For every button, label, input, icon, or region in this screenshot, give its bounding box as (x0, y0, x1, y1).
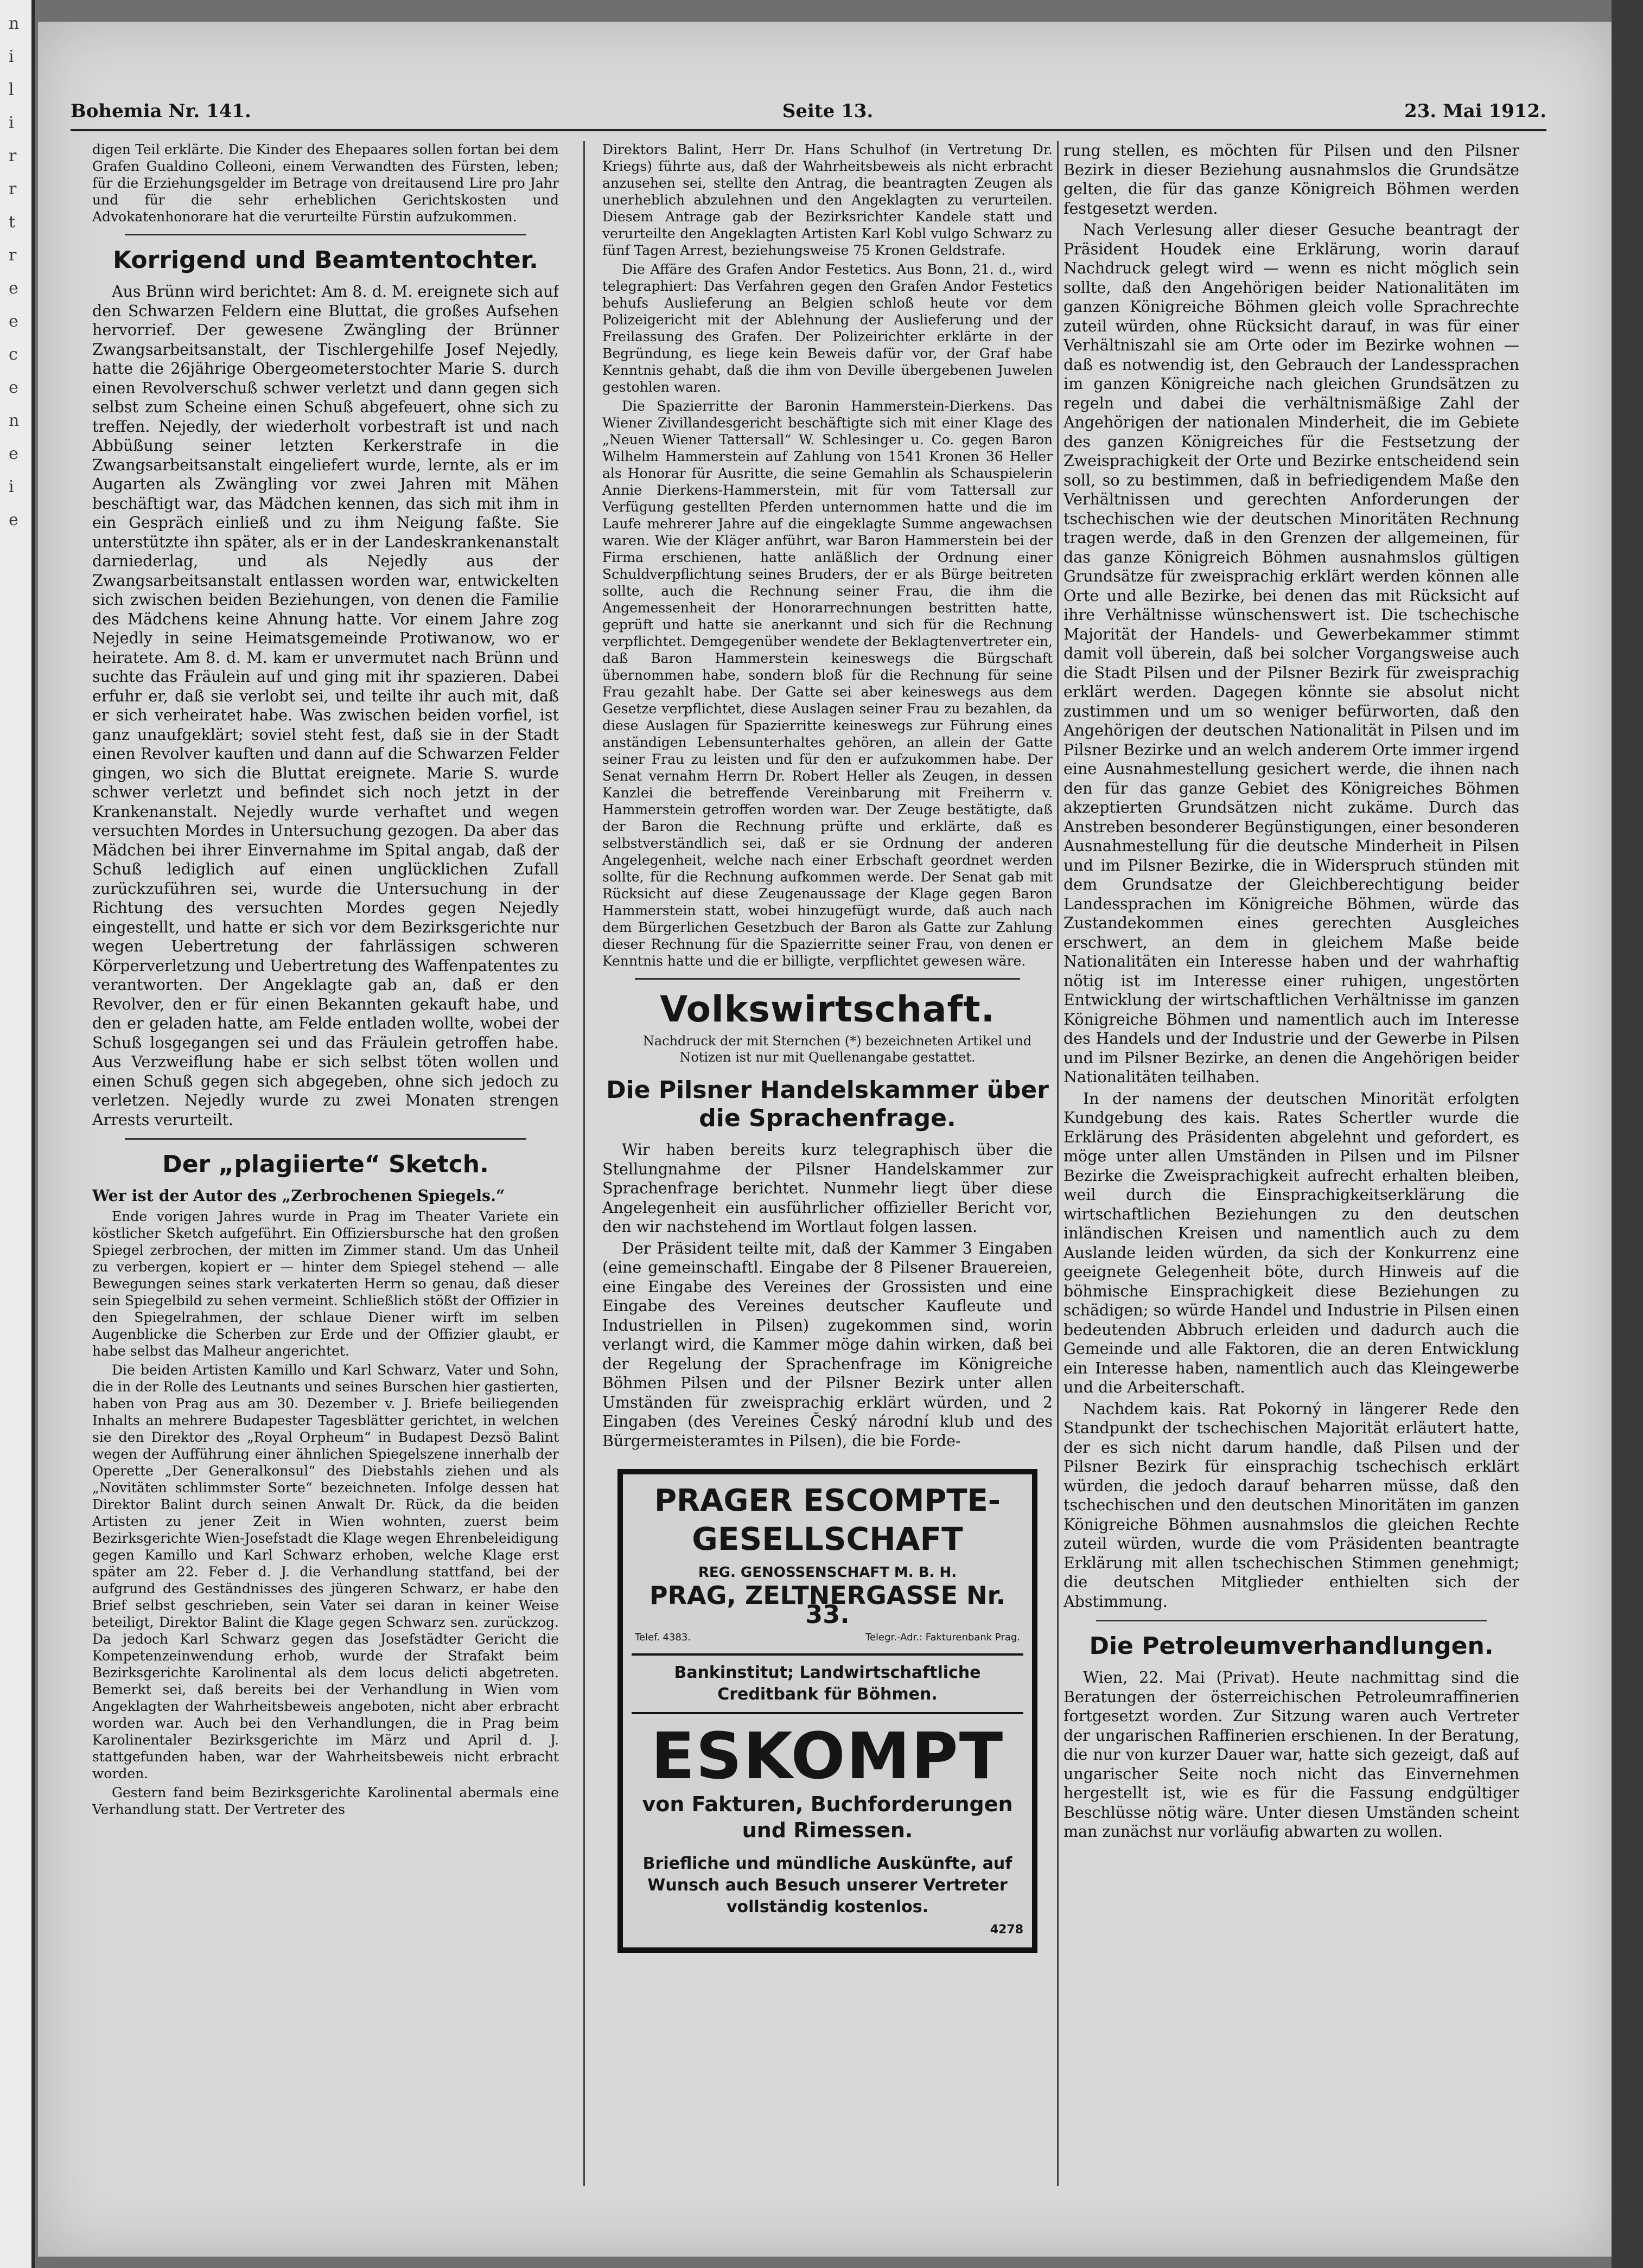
bank-advertisement (617, 1469, 1037, 1953)
masthead-paper-number: Bohemia Nr. 141. (71, 100, 251, 122)
article-text: Die beiden Artisten Kamillo und Karl Schwarz, Vater und Sohn, die in der Rolle des Leutnants und seines Burschen hier gastierten, haben von Prag aus am 30. Dezember v. J. Briefe beiliegenden Inhalts an mehrere Budapester Tagesblätter gerichtet, in welchen sie den Direktor des „Royal Orpheum“ in Budapest Dezsö Balint wegen der Aufführung einer ähnlichen Spiegelszene innerhalb der Operette „Der Generalkonsul“ des Diebstahls ziehen und als „Novitäten schlimmster Sorte“ bezeichneten. Infolge dessen hat Direktor Balint durch seinen Anwalt Dr. Rück, da die beiden Artisten zu jener Zeit in Wien wohnten, zuerst beim Bezirksgerichte Wien-Josefstadt die Klage wegen Ehrenbeleidigung gegen Kamillo und Karl Schwarz erhoben, welche Klage erst später am 22. Feber d. J. die Verhandlung stattfand, bei der aufgrund des Geständnisses des jüngeren Schwarz, er habe den Brief selbst geschrieben, sein Vater sei daran in keiner Weise beteiligt, Direktor Balint die Klage gegen Schwarz sen. zurückzog. Da jedoch Karl Schwarz gegen das Josefstädter Gericht die Kompetenzeinwendung erhob, wurde der Strafakt beim Bezirksgerichte Karolinental als dem locus delicti abgetreten. Bemerkt sei, daß bereits bei der Verhandlung in Wien vom Angeklagten der Wahrheitsbeweis angeboten, nicht aber erbracht worden war. Auch bei den Verhandlungen, die in Prag beim Karolinentaler Bezirksgerichte im März und April d. J. stattgefunden haben, war der Wahrheitsbeweis nicht erbracht worden. (92, 1362, 559, 1781)
adjacent-page-letter: e (9, 510, 18, 529)
column-2 (602, 141, 1053, 2186)
article-text: Aus Brünn wird berichtet: Am 8. d. M. ereignete sich auf den Schwarzen Feldern eine Bluttat, die großes Aufsehen hervorrief. Der gewesene Zwängling der Brünner Zwangsarbeitsanstalt, der Tischlergehilfe Josef Nejedly, hatte die 26jährige Obergeometerstochter Marie S. durch einen Revolverschuß schwer verletzt und dann gegen sich selbst zum Scheine einen Schuß abgefeuert, ohne sich zu treffen. Nejedly, der wiederholt vorbestraft ist und nach Abbüßung seiner letzten Kerkerstrafe in die Zwangsarbeitsanstalt eingeliefert wurde, lernte, als er im Augarten als Zwängling vor zwei Jahren mit Mähen beschäftigt war, das Mädchen kennen, das sich mit ihm in ein Gespräch einließ und zu ihm Neigung faßte. Sie unterstützte ihn später, als er in der Landeskrankenanstalt darniederlag, und als Nejedly aus der Zwangsarbeitsanstalt entlassen worden war, entwickelten sich zwischen beiden Beziehungen, von denen die Familie des Mädchens keine Ahnung hatte. Vor einem Jahre zog Nejedly in seine Heimatsgemeinde Protiwanow, wo er heiratete. Am 8. d. M. kam er unvermutet nach Brünn und suchte das Fräulein auf und ging mit ihr spazieren. Dabei erfuhr er, daß sie verlobt sei, und teilte ihr auch mit, daß er sich verheiratet habe. Was zwischen beiden vorfiel, ist ganz unaufgeklärt; soviel steht fest, daß sie in der Stadt einen Revolver kauften und dann auf die Schwarzen Felder gingen, wo sich die Bluttat ereignete. Marie S. wurde schwer verletzt und befindet sich noch jetzt in der Krankenanstalt. Nejedly wurde verhaftet und wegen versuchten Mordes in Untersuchung gezogen. Da aber das Mädchen bei ihrer Einvernahme im Spital angab, daß der Schuß lediglich auf einen unglücklichen Zufall zurückzuführen sei, wurde die Untersuchung in der Richtung des versuchten Mordes gegen Nejedly eingestellt, und hatte er sich vor dem Bezirksgerichte nur wegen Uebertretung der fahrlässigen schweren Körperverletzung und Uebertretung des Waffenpatentes zu verantworten. Der Angeklagte gab an, daß er den Revolver, den er für einen Bekannten gekauft habe, und den er geladen hatte, am Felde entladen wollte, wobei der Schuß losgegangen sei und das Fräulein getroffen habe. Aus Verzweiflung habe er sich selbst töten wollen und einen Schuß gegen sich abgegeben, ohne sich jedoch zu verletzen. Nejedly wurde zu zwei Monaten strengen Arrests verurteilt. (92, 283, 559, 1129)
ad-offer: Briefliche und mündliche Auskünfte, auf Wunsch auch Besuch unserer Vertreter vollständig kostenlos. (642, 1854, 1012, 1916)
separator (125, 1138, 526, 1140)
article-subheadline: Wer ist der Autor des „Zerbrochenen Spiegels.“ (92, 1186, 505, 1205)
article-text: Nach Verlesung aller dieser Gesuche beantragt der Präsident Houdek eine Erklärung, worin darauf Nachdruck gelegt wird — wenn es nicht möglich sein sollte, daß den Angehörigen beider Nationalitäten im ganzen Königreiche Böhmen gleich volle Sprachrechte zuteil würden, ohne Rücksicht darauf, in was für einer Verhältniszahl sie am Orte oder im Bezirke wohnen — daß es notwendig ist, den Gebrauch der Landessprachen im ganzen Königreiche nach gleichen Grundsätzen zu regeln und dabei die verhältnismäßige Zahl der Angehörigen der nationalen Minderheit, die im Gebiete des ganzen Königreiches für die Festsetzung der Zweisprachigkeit der Orte und Bezirke entscheidend sein soll, so zu bestimmen, daß in befriedigendem Maße den Verhältnissen und gerechten Anforderungen der tschechischen wie der deutschen Minoritäten Rechnung tragen werde, daß in den Grenzen der allgemeinen, für das ganze Königreich Böhmen ausnahmslos gültigen Grundsätze für zweisprachig erklärt werden können alle Orte und alle Bezirke, bei denen das mit Rücksicht auf ihre Verhältnisse wünschenswert ist. Die tschechische Majorität der Handels- und Gewerbekammer stimmt damit voll überein, daß bei solcher Vorgangsweise auch die Stadt Pilsen und der Pilsner Bezirk für zweisprachig erklärt werden. Dagegen könnte sie absolut nicht zustimmen und um so weniger befürworten, daß den Angehörigen der deutschen Nationalität in Pilsen und im Pilsner Bezirke und an welch anderem Orte immer irgend eine Ausnahmestellung gesichert werde, die ihnen nach den für das ganze Gebiet des Königreiches Böhmen akzeptierten Grundsätzen nicht zukäme. Durch das Anstreben besonderer Begünstigungen, einer besonderen Ausnahmestellung für die deutsche Minderheit in Pilsen und im Pilsner Bezirke, die in Widerspruch stünden mit dem Grundsatze der Gleichberechtigung beider Landessprachen im Königreiche Böhmen, würde das Zustandekommen eines gerechten Ausgleiches erschwert, an dem in gleichem Maße beide Nationalitäten ein Interesse haben und der wahrhaftig nötig ist im Interesse einer ruhigen, ungestörten Entwicklung der wirtschaftlichen Verhältnisse im ganzen Königreiche Böhmen und namentlich auch im Interesse des Handels und der Industrie und der Gewerbe in Pilsen und im Pilsner Bezirke, an denen die Angehörigen beider Nationalitäten teilhaben. (1064, 221, 1519, 1086)
separator (125, 234, 526, 235)
adjacent-page-letter: c (9, 345, 18, 364)
ad-address: PRAG, ZELTNERGASSE Nr. 33. (649, 1580, 1006, 1629)
ad-code: 4278 (990, 1923, 1023, 1937)
article-text: rung stellen, es möchten für Pilsen und den Pilsner Bezirk in dieser Beziehung ausnahmslos die Grundsätze gelten, die für das ganze Königreich Böhmen werden festgesetzt werden. (1064, 142, 1519, 218)
column-rule (583, 141, 585, 2186)
article-text: Die Spazierritte der Baronin Hammerstein-Dierkens. Das Wiener Zivillandesgericht beschäftigte sich mit einer Klage des „Neuen Wiener Tattersall“ W. Schlesinger u. Co. gegen Baron Wilhelm Hammerstein auf Zahlung von 1541 Kronen 36 Heller als Honorar für Ausritte, die seine Gemahlin als Schauspielerin Annie Dierkens-Hammerstein, mit für vom Tattersall zur Verfügung gestellten Pferden unternommen hatte und die im Laufe mehrerer Jahre auf die eingeklagte Summe angewachsen waren. Wie der Kläger anführt, war Baron Hammerstein bei der Firma erschienen, hatte anläßlich der Ordnung einer Schuldverpflichtung seines Bruders, der er als Bürge beitreten sollte, auch die Rechnung seiner Frau, die ihm die Angemessenheit der Honorarrechnungen bestritten hatte, geprüft und hatte sie anerkannt und sich für die Rechnung verpflichtet. Demgegenüber wendete der Beklagtenvertreter ein, daß Baron Hammerstein keineswegs die Bürgschaft übernommen habe, sondern bloß für die Rechnung für seine Frau gezahlt habe. Der Gatte sei aber keineswegs aus dem Gesetze verpflichtet, diese Auslagen seiner Frau zu bezahlen, da diese Auslagen für Spazierritte keineswegs zur Führung eines anständigen Lebensunterhaltes gehören, an allein der Gatte seiner Frau zu leisten und für den er aufzukommen habe. Der Senat vernahm Herrn Dr. Robert Heller als Zeugen, in dessen Kanzlei die betreffende Vereinbarung mit Freiherrn v. Hammerstein getroffen worden war. Der Zeuge bestätigte, daß der Baron die Rechnung prüfte und erklärte, daß es selbstverständlich sei, daß er sie Ordnung der anderen Angelegenheit, welche nach einer Erbschaft geordnet werden sollte, für die Rechnung aufkommen werde. Der Senat gab mit Rücksicht auf diese Zeugenaussage der Klage gegen Baron Hammerstein statt, wobei hinzugefügt wurde, daß auch nach dem Bürgerlichen Gesetzbuch der Baron als Gatte zur Zahlung dieser Rechnung für die Spazierritte seiner Frau, von denen er Kenntnis hatte und die er billigte, verpflichtet gewesen wäre. (602, 398, 1053, 969)
book-edge (1612, 0, 1643, 2268)
masthead-date: 23. Mai 1912. (1404, 100, 1546, 122)
adjacent-page-letter: n (9, 411, 20, 430)
ad-eskompt: ESKOMPT (651, 1718, 1004, 1793)
adjacent-page-letter: n (9, 14, 20, 33)
adjacent-page-letter: l (9, 80, 14, 99)
adjacent-page-letter: e (9, 444, 18, 463)
article-text: Der Präsident teilte mit, daß der Kammer 3 Eingaben (eine gemeinschaftl. Eingabe der 8 Pilsener Brauereien, eine Eingabe des Vereines der Grossisten und eine Eingabe des Vereines deutscher Kaufleute und Industriellen in Pilsen) zugekommen sind, worin verlangt wird, die Kammer möge dahin wirken, daß bei der Regelung der Sprachenfrage im Königreiche Böhmen Pilsen und der Pilsner Bezirk unter allen Umständen für zweisprachig erklärt würden, und 2 Eingaben (des Vereines Český národní klub und des Bürgermeisteramtes in Pilsen), die bie Forde- (602, 1239, 1053, 1450)
article-text: Ende vorigen Jahres wurde in Prag im Theater Variete ein köstlicher Sketch aufgeführt. Ein Offiziersbursche hat den großen Spiegel zerbrochen, der mitten im Zimmer stand. Um das Unheil zu verbergen, kopiert er — hinter dem Spiegel stehend — alle Bewegungen seines stark verkaterten Herrn so genau, daß dieser sein Spiegelbild zu sehen vermeint. Schließlich stößt der Offizier in den Spiegelrahmen, der schlaue Diener wirft im selben Augenblicke die Scherben zur Erde und der Offizier glaubt, er habe selbst das Malheur angerichtet. (92, 1208, 559, 1359)
ad-telephone: Telef. 4383. (635, 1631, 691, 1643)
article-text: Wir haben bereits kurz telegraphisch über die Stellungnahme der Pilsner Handelskammer zur Sprachenfrage berichtet. Nunmehr liegt über diese Angelegenheit ein ausführlicher offizieller Bericht vor, den wir nachstehend im Wortlaut folgen lassen. (602, 1141, 1053, 1236)
ad-title-line: GESELLSCHAFT (692, 1520, 963, 1557)
adjacent-page-letter: e (9, 378, 18, 397)
reprint-note: Nachdruck der mit Sternchen (*) bezeichneten Artikel und Notizen ist nur mit Quellenangabe gestattet. (642, 1033, 1032, 1065)
article-text: Wien, 22. Mai (Privat). Heute nachmittag sind die Beratungen der österreichischen Petroleumraffinerien fortgesetzt worden. Zur Sitzung waren auch Vertreter der ungarischen Raffinerien erschienen. In der Beratung, die nur von kurzer Dauer war, hatte sich gezeigt, daß auf ungarischer Seite noch nicht das Einvernehmen hergestellt ist, wie es für die Fassung endgültiger Beschlüsse nötig wäre. Unter diesen Umständen scheint man zunächst nur vorläufig abwarten zu wollen. (1064, 1669, 1519, 1841)
ad-title-line: PRAGER ESCOMPTE- (654, 1483, 1001, 1518)
column-3 (1064, 141, 1519, 2186)
article-text: digen Teil erklärte. Die Kinder des Ehepaares sollen fortan bei dem Grafen Gualdino Colleoni, einem Verwandten des Fürsten, leben; für die Erziehungsgelder im Betrage von dreitausend Lire pro Jahr und für die sehr erheblichen Gerichtskosten und Advokatenhonorare hat die verurteilte Fürstin aufzukommen. (92, 142, 559, 225)
article-headline: Korrigend und Beamtentochter. (113, 246, 538, 274)
article-text: Gestern fand beim Bezirksgerichte Karolinental abermals eine Verhandlung statt. Der Vertreter des (92, 1784, 559, 1817)
ad-institute: Bankinstitut; Landwirtschaftliche Creditbank für Böhmen. (674, 1663, 981, 1704)
adjacent-page-letter: t (9, 213, 16, 232)
adjacent-page-letter: r (9, 146, 17, 165)
adjacent-page-letter: i (9, 113, 14, 132)
adjacent-page-letter: e (9, 312, 18, 331)
masthead (71, 98, 1546, 131)
ad-contact (635, 1628, 1020, 1647)
adjacent-page-letter: i (9, 47, 14, 66)
column-1 (92, 141, 559, 2186)
article-headline: Die Petroleumverhandlungen. (1089, 1632, 1494, 1660)
adjacent-page-letter: i (9, 477, 14, 496)
article-text: Die Affäre des Grafen Andor Festetics. Aus Bonn, 21. d., wird telegraphiert: Das Verfahren gegen den Grafen Andor Festetics behufs Auslieferung an Belgien schloß heute vor dem Polizeigericht mit der Ablehnung der Auslieferung und der Freilassung des Grafen. Der Polizeirichter erklärte in der Begründung, es liege kein Beweis dafür vor, der Graf habe Kenntnis gehabt, daß die ihm von Deville übergebenen Juwelen gestohlen waren. (602, 261, 1053, 395)
ad-legal-form: REG. GENOSSENSCHAFT M. B. H. (698, 1564, 957, 1581)
adjacent-page-letter: r (9, 180, 17, 199)
separator (1096, 1620, 1487, 1621)
article-headline: Der „plagiierte“ Sketch. (162, 1151, 489, 1178)
article-text: Direktors Balint, Herr Dr. Hans Schulhof (in Vertretung Dr. Kriegs) führte aus, daß der Wahrheitsbeweis als nicht erbracht anzusehen sei, stellte den Antrag, die beantragten Zeugen als unerheblich abzulehnen und den Angeklagten zu verurteilen. Diesem Antrage gab der Bezirksrichter Kandele statt und verurteilte den Angeklagten Artisten Karl Kobl vulgo Schwarz zu fünf Tagen Arrest, beziehungsweise 75 Kronen Geldstrafe. (602, 142, 1053, 258)
article-text: In der namens der deutschen Minorität erfolgten Kundgebung des kais. Rates Schertler wurde die Erklärung des Präsidenten abgelehnt und gefordert, es möge unter allen Umständen in Pilsen und im Pilsner Bezirke die Zweisprachigkeit aufrecht erhalten bleiben, weil durch die Einsprachigkeitserklärung die wirtschaftlichen Beziehungen zu den deutschen inländischen Kreisen und namentlich auch zu dem Auslande leiden würden, da sich der Konkurrenz eine geeignete Gelegenheit böte, durch Hinweis auf die böhmische Einsprachigkeit diese Beziehungen zu schädigen; so würde Handel und Industrie in Pilsen einen bedeutenden Abbruch erleiden und dadurch auch die Gemeinde und alle Faktoren, die an deren Entwicklung ein Interesse haben, namentlich auch das Kleingewerbe und die Arbeiterschaft. (1064, 1089, 1519, 1396)
section-headline: Volkswirtschaft. (660, 988, 995, 1030)
ad-services: von Fakturen, Buchforderungen und Rimessen. (642, 1792, 1013, 1842)
adjacent-page-letter: r (9, 246, 17, 265)
ad-divider (632, 1712, 1023, 1714)
ad-divider (632, 1653, 1023, 1656)
adjacent-page-letter: e (9, 279, 18, 298)
column-rule (1057, 141, 1059, 2186)
adjacent-page-strip (0, 0, 35, 2268)
article-text: Nachdem kais. Rat Pokorný in längerer Rede den Standpunkt der tschechischen Majorität erläutert hatte, der es sich nicht darum handle, daß Pilsen und der Pilsner Bezirk für einsprachig tschechisch erklärt würden, die jedoch darauf beharren müsse, daß den tschechischen und den deutschen Minoritäten im ganzen Königreiche Böhmen ausnahmslos die gleichen Rechte zuteil würden, wurde die vom Präsidenten beantragte Erklärung mit allen tschechischen Stimmen genehmigt; die deutschen Mitglieder enthielten sich der Abstimmung. (1064, 1400, 1519, 1611)
article-headline: Die Pilsner Handelskammer über die Sprachenfrage. (606, 1076, 1049, 1132)
separator (635, 978, 1020, 980)
ad-telegram-address: Telegr.-Adr.: Fakturenbank Prag. (865, 1631, 1020, 1643)
masthead-page-number: Seite 13. (782, 100, 874, 122)
